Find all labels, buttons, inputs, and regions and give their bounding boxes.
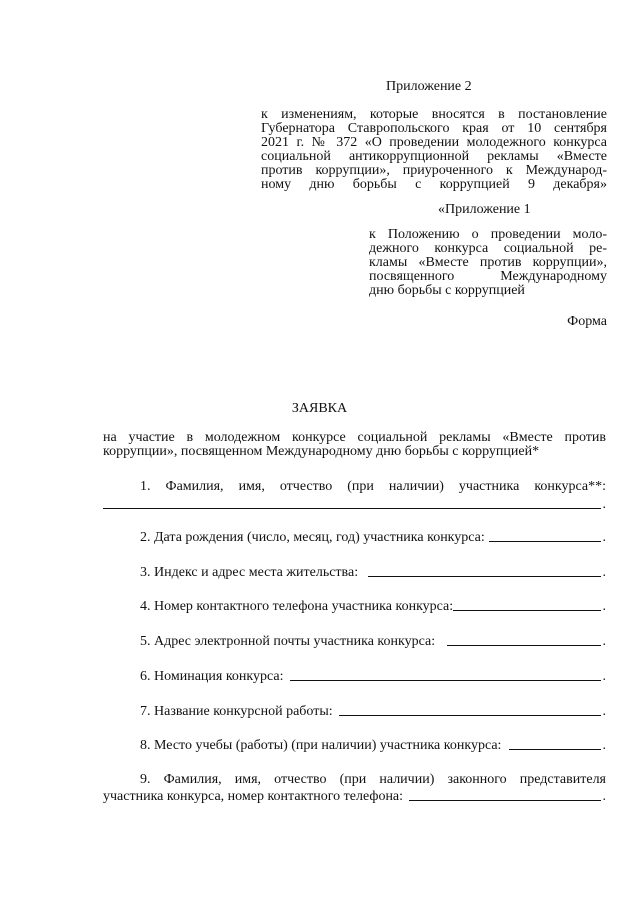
appendix2-line: ному дню борьбы с коррупцией 9 декабря» (261, 177, 607, 192)
field-2-label: 2. Дата рождения (число, месяц, год) участника конкурса: (140, 530, 485, 545)
field-1-input[interactable] (103, 508, 601, 509)
field-4-label: 4. Номер контактного телефона участника конкурса: (140, 599, 454, 614)
document-heading: ЗАЯВКА (291, 401, 348, 416)
field-5 (140, 635, 606, 649)
field-9-label-2: участника конкурса, номер контактного телефона: (103, 789, 404, 804)
field-8-period: . (602, 738, 606, 753)
field-1-period: . (602, 497, 606, 512)
field-7-input[interactable] (339, 715, 601, 716)
field-8 (140, 739, 606, 753)
field-5-period: . (602, 634, 606, 649)
appendix1-line: к Положению о проведении моло- (369, 227, 607, 242)
field-4-period: . (602, 599, 606, 614)
field-1-line (103, 498, 606, 512)
appendix2-line: социальной антикоррупционной рекламы «Вместе (261, 149, 607, 164)
field-2-input[interactable] (489, 541, 601, 542)
field-2-period: . (602, 530, 606, 545)
field-9-label (140, 773, 606, 787)
field-5-input[interactable] (447, 645, 600, 646)
field-7 (140, 705, 606, 719)
field-5-label: 5. Адрес электронной почты участника конкурса: (140, 634, 436, 649)
field-6-input[interactable] (290, 680, 601, 681)
appendix1-line: дню борьбы с коррупцией (369, 283, 525, 298)
document-subheading (103, 431, 606, 459)
appendix1-line: кламы «Вместе против коррупции», (369, 255, 607, 270)
field-9 (103, 790, 606, 804)
field-6 (140, 670, 606, 684)
field-1-text: 1. Фамилия, имя, отчество (при наличии) участника конкурса**: (140, 479, 606, 494)
field-3 (140, 566, 606, 580)
field-9-period: . (602, 789, 606, 804)
field-3-label: 3. Индекс и адрес места жительства: (140, 565, 359, 580)
appendix2-line: Губернатора Ставропольского края от 10 сентября (261, 121, 607, 136)
field-9-input[interactable] (409, 800, 600, 801)
appendix2-line: против коррупции», приуроченного к Международ- (261, 163, 607, 178)
field-6-label: 6. Номинация конкурса: (140, 669, 284, 684)
field-7-label: 7. Название конкурсной работы: (140, 704, 333, 719)
field-8-input[interactable] (509, 749, 600, 750)
field-4-input[interactable] (453, 610, 600, 611)
appendix2-line: к изменениям, которые вносятся в постановление (261, 107, 607, 122)
appendix1-line: посвященного Международному (369, 269, 607, 284)
field-2 (140, 531, 606, 545)
appendix1-line: дежного конкурса социальной ре- (369, 241, 607, 256)
field-6-period: . (602, 669, 606, 684)
field-3-period: . (602, 565, 606, 580)
field-1-label (140, 480, 606, 494)
field-3-input[interactable] (368, 576, 600, 577)
appendix1-text (369, 228, 607, 298)
field-4 (140, 600, 606, 614)
subheading-line: коррупции», посвященном Международному дню борьбы с коррупцией* (103, 444, 540, 459)
appendix2-text (261, 108, 607, 192)
appendix2-line: 2021 г. № 372 «О проведении молодежного конкурса (261, 135, 607, 150)
field-9-text: 9. Фамилия, имя, отчество (при наличии) законного представителя (140, 772, 606, 787)
field-7-period: . (602, 704, 606, 719)
appendix1-title: «Приложение 1 (438, 202, 531, 217)
subheading-line: на участие в молодежном конкурсе социальной рекламы «Вместе против (103, 430, 606, 445)
field-8-label: 8. Место учебы (работы) (при наличии) участника конкурса: (140, 738, 502, 753)
appendix2-title: Приложение 2 (386, 79, 472, 94)
form-label: Форма (567, 314, 607, 329)
